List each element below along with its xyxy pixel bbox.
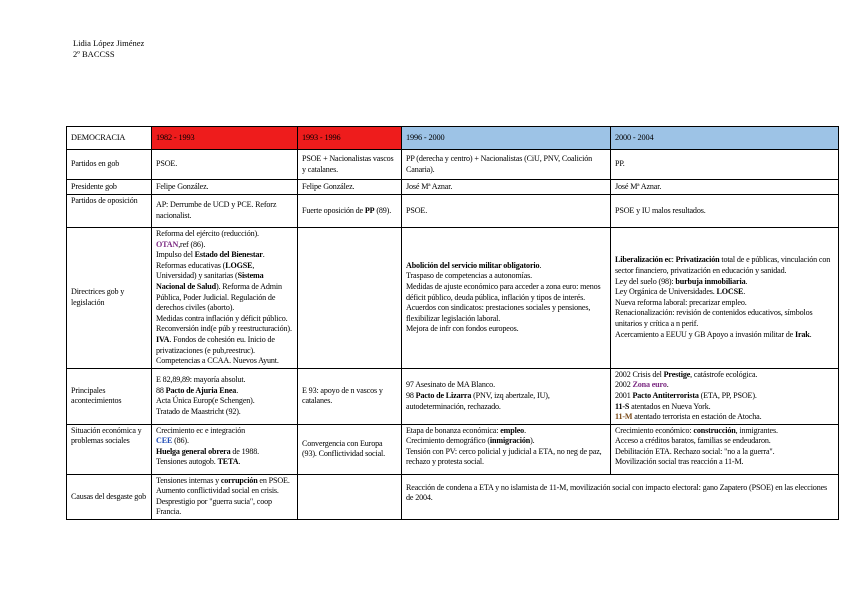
period-2-header: 1993 - 1996 bbox=[298, 127, 402, 150]
text-line bbox=[156, 436, 293, 447]
text-line bbox=[406, 426, 606, 437]
text-run: construcción bbox=[693, 425, 736, 435]
text-run: 2002 Crisis del bbox=[615, 369, 664, 379]
text-run: , catástrofe ecológica. bbox=[690, 369, 758, 379]
text-run: (ETA, PP, PSOE). bbox=[698, 390, 757, 400]
table-row bbox=[67, 474, 839, 519]
text-run: 11-S bbox=[615, 401, 630, 411]
table-row bbox=[67, 424, 839, 474]
text-run: IVA bbox=[156, 334, 170, 344]
cell-directrices-3 bbox=[402, 228, 611, 369]
cell-oposicion-1: AP: Derrumbe de UCD y PCE. Reforz nacionalist. bbox=[152, 195, 298, 228]
text-run: burbuja inmobiliaria bbox=[675, 276, 746, 286]
text-line bbox=[406, 261, 606, 272]
text-run: Crecimiento económico: bbox=[615, 425, 694, 435]
text-line: Desprestigio por "guerra sucia", coop Francia. bbox=[156, 496, 272, 517]
cell-partidos-3: PP (derecha y centro) + Nacionalistas (CiU, PNV, Coalición Canaria). bbox=[402, 150, 611, 180]
text-run: Abolición del servicio militar obligatorio bbox=[406, 260, 540, 270]
text-run: total de e públicas, vinculación con sector financiero, privatización en educación y sanidad. bbox=[615, 255, 831, 276]
cell-oposicion-2 bbox=[298, 195, 402, 228]
text-line: Acceso a créditos baratos, familias se endeudaron. bbox=[615, 436, 771, 446]
text-run: . bbox=[745, 276, 748, 286]
cell-situacion-3 bbox=[402, 424, 611, 474]
text-line bbox=[156, 476, 293, 487]
text-line: Medidas contra inflación y déficit público. bbox=[156, 313, 288, 323]
text-run: ,ref (86). bbox=[178, 239, 206, 249]
text-line: Movilización social tras reacción a 11-M. bbox=[615, 457, 744, 467]
text-run: Estado del Bienestar bbox=[194, 250, 263, 260]
cell-partidos-2: PSOE + Nacionalistas vascos y catalanes. bbox=[298, 150, 402, 180]
text-run: Ley del suelo (98): bbox=[615, 276, 676, 286]
text-run: . bbox=[236, 385, 239, 395]
cell-situacion-4 bbox=[611, 424, 839, 474]
text-run: : bbox=[671, 255, 676, 265]
row-label-desgaste: Causas del desgaste gob bbox=[67, 474, 152, 519]
text-run: (86). bbox=[172, 436, 189, 446]
text-run: Prestige bbox=[663, 369, 691, 379]
text-run: . bbox=[743, 287, 746, 297]
text-run: Crecimiento demográfico ( bbox=[406, 436, 490, 446]
cell-desgaste-34: Reacción de condena a ETA y no islamista de 11-M, movilización social con impacto electoral: gano Zapatero (PSOE) en las elecciones de 2004. bbox=[402, 474, 839, 519]
text-line: Tensión con PV: cerco policial y judicial a ETA, no neg de paz, rechazo y protesta social. bbox=[406, 446, 602, 467]
text-run: . bbox=[666, 380, 669, 390]
text-line bbox=[615, 255, 834, 276]
text-run: Pacto de Lizarra bbox=[415, 390, 472, 400]
text-run: PP bbox=[364, 205, 375, 215]
table-row bbox=[67, 180, 839, 195]
text-line bbox=[615, 391, 834, 402]
text-line bbox=[156, 261, 293, 314]
text-run: Ley Orgánica de Universidades. bbox=[615, 287, 717, 297]
text-run: Acercamiento a EEUU y GB Apoyo a invasión militar de bbox=[615, 329, 795, 339]
table-row bbox=[67, 195, 839, 228]
cell-situacion-2: Convergencia con Europa (93). Conflictividad social. bbox=[298, 424, 402, 474]
text-line: Renacionalización: revisión de contenidos educativos, símbolos unitarios y crítica a n perif. bbox=[615, 308, 813, 329]
text-run: Reconversión ind(e púb y reestructuración). bbox=[156, 324, 292, 334]
text-line bbox=[406, 436, 606, 447]
text-run: OTAN bbox=[156, 239, 179, 249]
cell-acontecimientos-3 bbox=[402, 368, 611, 424]
text-run: Reforma del ejército (reducción). bbox=[156, 229, 259, 238]
text-line: Mejora de infr con fondos europeos. bbox=[406, 324, 519, 334]
text-run: ). bbox=[530, 436, 535, 446]
text-run: Tensiones internas y bbox=[156, 475, 221, 485]
table-row bbox=[67, 368, 839, 424]
row-label-directrices: Directrices gob y legislación bbox=[67, 228, 152, 369]
text-line bbox=[156, 229, 293, 250]
text-run: . bbox=[809, 329, 812, 339]
cell-partidos-1: PSOE. bbox=[152, 150, 298, 180]
text-run: Pacto de Ajuria Enea bbox=[165, 385, 237, 395]
row-label-presidente: Presidente gob bbox=[67, 180, 152, 195]
text-run: Liberalización ec bbox=[615, 255, 672, 265]
corner-cell: DEMOCRACIA bbox=[67, 127, 152, 150]
cell-acontecimientos-4 bbox=[611, 368, 839, 424]
text-run: . bbox=[524, 425, 526, 435]
text-run: Irak bbox=[794, 329, 810, 339]
text-line bbox=[615, 426, 834, 437]
text-run: Tensiones autogob. bbox=[156, 457, 218, 467]
cell-directrices-4 bbox=[611, 228, 839, 369]
text-run: . bbox=[238, 457, 241, 467]
text-line: Acta Única Europ(e Schengen). bbox=[156, 396, 255, 406]
text-line: Acuerdos con sindicatos: prestaciones sociales y pensiones, flexibilizar legislación laboral. bbox=[406, 303, 591, 323]
text-run: inmigración bbox=[489, 436, 531, 446]
cell-desgaste-2 bbox=[298, 474, 402, 519]
text-run: CEE bbox=[156, 436, 173, 446]
text-line bbox=[615, 370, 834, 381]
text-run: 11-M bbox=[615, 412, 633, 422]
text-line: Aumento conflictividad social en crisis. bbox=[156, 486, 279, 496]
text-run: . bbox=[262, 250, 265, 260]
text-run: Privatización bbox=[675, 255, 720, 265]
text-line: Tratado de Maastricht (92). bbox=[156, 406, 241, 416]
text-run: ). Reforma de Admin Pública, Poder Judicial. Regulación de derechos civiles (aborto). bbox=[156, 281, 282, 313]
cell-oposicion-4: PSOE y IU malos resultados. bbox=[611, 195, 839, 228]
text-line: Nueva reforma laboral: precarizar empleo. bbox=[615, 297, 747, 307]
text-run: en PSOE. bbox=[257, 475, 290, 485]
text-run: Pacto Antiterrorista bbox=[632, 390, 699, 400]
text-run: Zona euro bbox=[632, 380, 667, 390]
text-run: 2001 bbox=[615, 390, 633, 400]
text-line bbox=[156, 447, 293, 458]
text-run: Impulso del bbox=[156, 250, 195, 260]
cell-directrices-2 bbox=[298, 228, 402, 369]
author-name: Lidia López Jiménez bbox=[73, 38, 145, 48]
text-line bbox=[406, 391, 606, 412]
cell-presidente-1: Felipe González. bbox=[152, 180, 298, 195]
text-line bbox=[156, 386, 293, 397]
text-run: . bbox=[539, 260, 542, 270]
text-line: Debilitación ETA. Rechazo social: "no a la guerra". bbox=[615, 446, 775, 456]
table-row bbox=[67, 228, 839, 369]
cell-acontecimientos-1 bbox=[152, 368, 298, 424]
text-line bbox=[615, 287, 834, 298]
text-line: E 82,89,89: mayoría absolut. bbox=[156, 375, 246, 385]
text-run: de 1988. bbox=[230, 446, 260, 456]
text-run: 88 bbox=[156, 385, 166, 395]
text-run: LOCSE bbox=[716, 287, 744, 297]
text-run: LOGSE bbox=[225, 260, 253, 270]
text-run: Fuerte oposición de bbox=[302, 205, 365, 215]
period-1-header: 1982 - 1993 bbox=[152, 127, 298, 150]
course-label: 2º BACCSS bbox=[73, 49, 115, 59]
text-run: (PNV, izq abertzale, IU), autodeterminación, rechazado. bbox=[406, 390, 550, 411]
text-run: atentado terrorista en estación de Atocha. bbox=[632, 412, 762, 422]
table-header-row bbox=[67, 127, 839, 150]
row-label-situacion: Situación económica y problemas sociales bbox=[67, 424, 152, 474]
text-run: corrupción bbox=[220, 475, 258, 485]
text-run: Huelga general obrera bbox=[156, 446, 231, 456]
row-label-acontecimientos: Principales acontecimientos bbox=[67, 368, 152, 424]
text-run: , Universidad) y sanitarias ( bbox=[156, 260, 255, 281]
cell-desgaste-1 bbox=[152, 474, 298, 519]
table-row bbox=[67, 150, 839, 180]
document-header bbox=[73, 38, 144, 60]
cell-partidos-4: PP. bbox=[611, 150, 839, 180]
cell-presidente-4: José Mª Aznar. bbox=[611, 180, 839, 195]
text-line bbox=[615, 380, 834, 391]
text-line bbox=[615, 277, 834, 288]
text-line bbox=[615, 402, 834, 413]
text-run: Reformas educativas ( bbox=[156, 260, 226, 270]
text-run: Etapa de bonanza económica: bbox=[406, 425, 501, 435]
text-run: TETA bbox=[217, 457, 239, 467]
text-line bbox=[615, 412, 834, 423]
text-run: , inmigrantes. bbox=[735, 425, 778, 435]
text-line bbox=[615, 330, 834, 341]
text-run: (89). bbox=[374, 205, 392, 215]
text-run: empleo bbox=[500, 425, 525, 435]
text-line: 97 Asesinato de MA Blanco. bbox=[406, 380, 495, 390]
text-line bbox=[156, 457, 293, 468]
text-run: atentados en Nueva York. bbox=[629, 401, 711, 411]
cell-presidente-3: José Mª Aznar. bbox=[402, 180, 611, 195]
text-line bbox=[156, 324, 293, 366]
cell-directrices-1 bbox=[152, 228, 298, 369]
cell-presidente-2: Felipe González. bbox=[298, 180, 402, 195]
cell-acontecimientos-2: E 93: apoyo de n vascos y catalanes. bbox=[298, 368, 402, 424]
period-4-header: 2000 - 2004 bbox=[611, 127, 839, 150]
cell-situacion-1 bbox=[152, 424, 298, 474]
text-run: 2002 bbox=[615, 380, 633, 390]
text-line bbox=[156, 250, 293, 261]
text-run: Sistema Nacional de Salud bbox=[156, 271, 264, 291]
text-line: Traspaso de competencias a autonomías. bbox=[406, 271, 532, 281]
text-line: Medidas de ajuste económico para acceder a zona euro: menos déficit público, deuda pública, inflación y tipos de interés. bbox=[406, 281, 601, 302]
text-line: Crecimiento ec e integración bbox=[156, 425, 246, 435]
period-3-header: 1996 - 2000 bbox=[402, 127, 611, 150]
text-run: 98 bbox=[406, 390, 416, 400]
democracy-table bbox=[66, 126, 839, 520]
cell-oposicion-3: PSOE. bbox=[402, 195, 611, 228]
row-label-oposicion: Partidos de oposición bbox=[67, 195, 152, 228]
text-run: . Fondos de cohesión eu. Inicio de privatizaciones (e pub,reestruc). Competencias a CCAA. Nuevos Ayunt. bbox=[156, 334, 279, 366]
row-label-partidos: Partidos en gob bbox=[67, 150, 152, 180]
